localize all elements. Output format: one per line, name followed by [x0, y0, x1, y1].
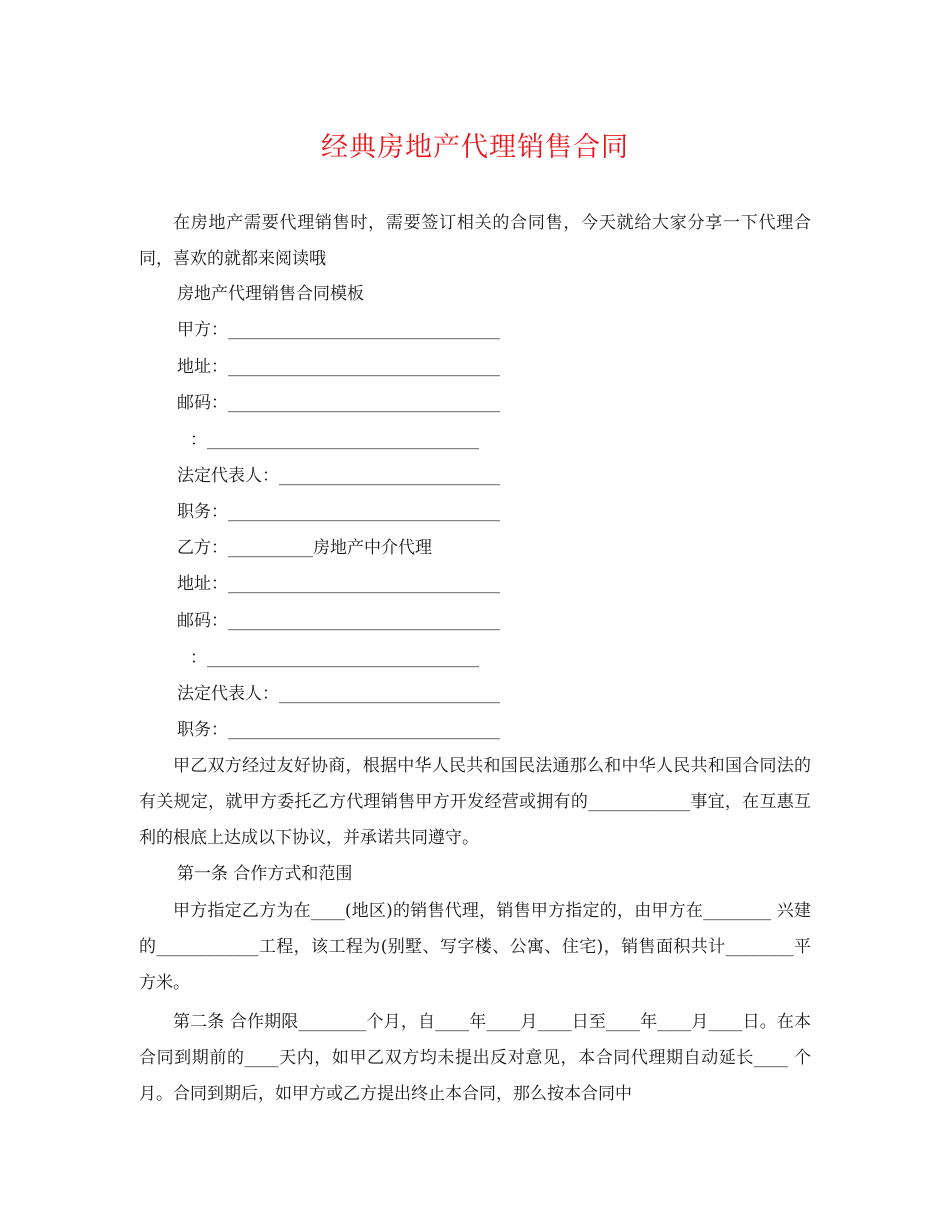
- article-1-paragraph: 甲方指定乙方为在____(地区)的销售代理，销售甲方指定的，由甲方在________ 兴建的____________工程，该工程为(别墅、写字楼、公寓、住宅)，销售面积共计________平方米。: [139, 901, 811, 993]
- document-title: 经典房地产代理销售合同: [321, 132, 629, 163]
- party-a-postcode-field: 邮码：________________________________: [177, 393, 500, 413]
- party-b-position-field: 职务：________________________________: [177, 720, 500, 740]
- preamble-paragraph: 甲乙双方经过友好协商，根据中华人民共和国民法通那么和中华人民共和国合同法的有关规定，就甲方委托乙方代理销售甲方开发经营或拥有的____________事宜，在互惠互利的根底上达成以下协议，并承诺共同遵守。: [139, 756, 811, 848]
- party-a-phone-field: ：________________________________: [190, 430, 479, 450]
- party-b-postcode-field: 邮码：________________________________: [177, 611, 500, 631]
- article-2-paragraph: 第二条 合作期限________个月，自____年____月____日至____年____月____日。在本合同到期前的____天内，如甲乙双方均未提出反对意见，本合同代理期自动延长____ 个月。合同到期后，如甲方或乙方提出终止本合同，那么按本合同中: [139, 1012, 811, 1104]
- party-b-phone-field: ：________________________________: [190, 648, 479, 668]
- party-b-address-field: 地址：________________________________: [177, 574, 500, 594]
- party-b-legal-rep-field: 法定代表人：__________________________: [177, 684, 500, 704]
- party-a-name-field: 甲方：________________________________: [177, 320, 500, 340]
- party-a-address-field: 地址：________________________________: [177, 357, 500, 377]
- template-heading: 房地产代理销售合同模板: [177, 284, 364, 304]
- intro-paragraph: 在房地产需要代理销售时，需要签订相关的合同售，今天就给大家分享一下代理合同，喜欢的就都来阅读哦: [139, 213, 811, 269]
- article-1-heading: 第一条 合作方式和范围: [177, 864, 353, 884]
- party-a-legal-rep-field: 法定代表人：__________________________: [177, 466, 500, 486]
- party-b-name-field: 乙方：__________房地产中介代理: [177, 538, 432, 558]
- party-a-position-field: 职务：________________________________: [177, 502, 500, 522]
